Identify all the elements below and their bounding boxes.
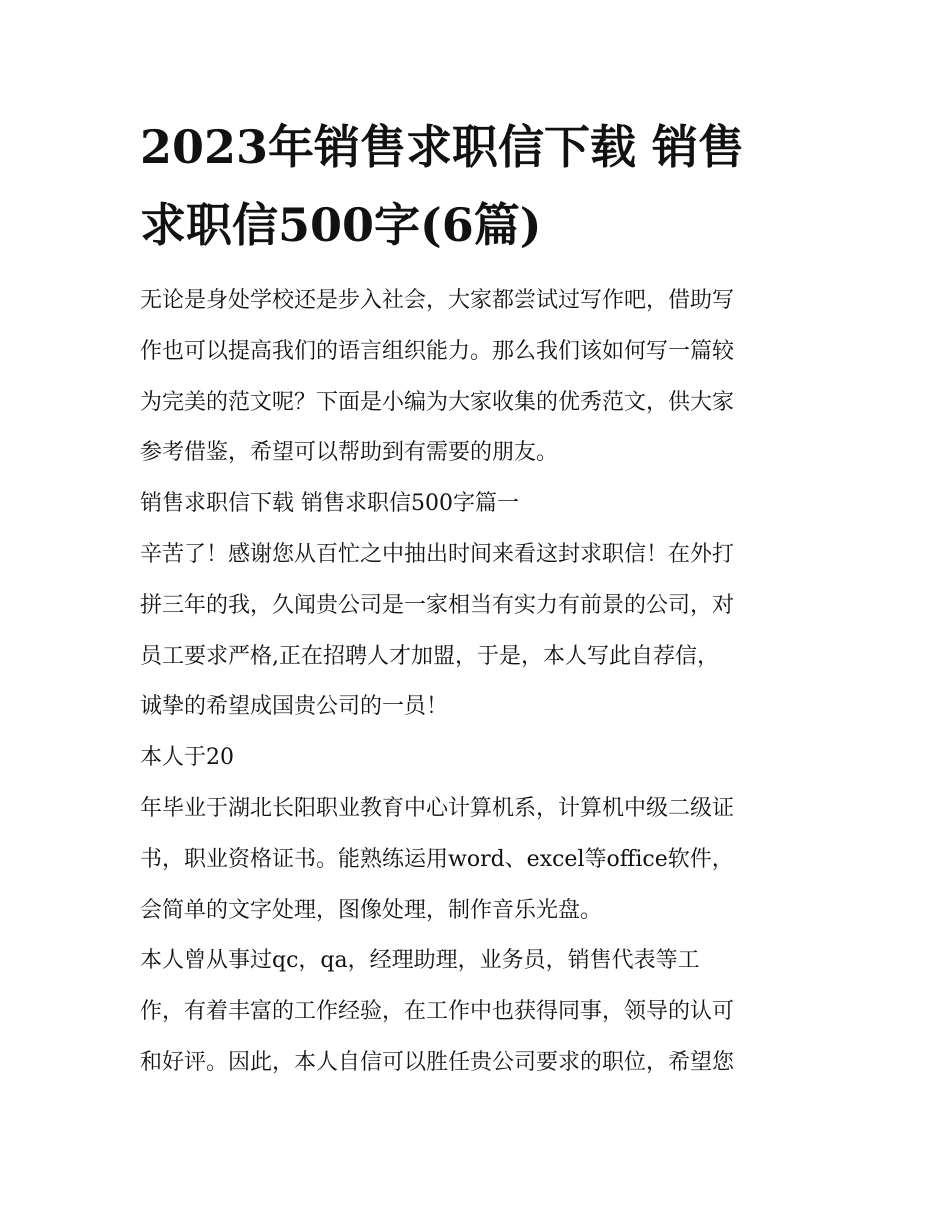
body-line: 作，有着丰富的工作经验，在工作中也获得同事，领导的认可 (140, 999, 735, 1025)
body-line: 书，职业资格证书。能熟练运用word、excel等office软件， (140, 846, 734, 872)
document-body (140, 276, 820, 1089)
body-line: 参考借鉴，希望可以帮助到有需要的朋友。 (140, 440, 559, 466)
body-line: 辛苦了！感谢您从百忙之中抽出时间来看这封求职信！在外打 (140, 541, 735, 567)
body-line: 本人于20 (140, 745, 234, 771)
title-line-1: 2023年销售求职信下载 销售 (140, 120, 745, 174)
body-line: 本人曾从事过qc，qa，经理助理，业务员，销售代表等工 (140, 948, 700, 974)
body-line: 会简单的文字处理，图像处理，制作音乐光盘。 (140, 897, 603, 923)
body-line: 拼三年的我，久闻贵公司是一家相当有实力有前景的公司，对 (140, 592, 735, 618)
body-line: 年毕业于湖北长阳职业教育中心计算机系，计算机中级二级证 (140, 795, 735, 821)
body-line: 员工要求严格,正在招聘人才加盟，于是，本人写此自荐信， (140, 643, 719, 669)
page-title (140, 108, 830, 264)
body-line: 作也可以提高我们的语言组织能力。那么我们该如何写一篇较 (140, 338, 735, 364)
body-line: 无论是身处学校还是步入社会，大家都尝试过写作吧，借助写 (140, 288, 735, 313)
section-heading: 销售求职信下载 销售求职信500字篇一 (140, 491, 519, 517)
title-line-2: 求职信500字(6篇) (140, 198, 542, 252)
body-line: 诚挚的希望成国贵公司的一员！ (140, 694, 449, 720)
body-line: 为完美的范文呢？下面是小编为大家收集的优秀范文，供大家 (140, 389, 735, 415)
body-line: 和好评。因此，本人自信可以胜任贵公司要求的职位，希望您 (140, 1049, 735, 1075)
